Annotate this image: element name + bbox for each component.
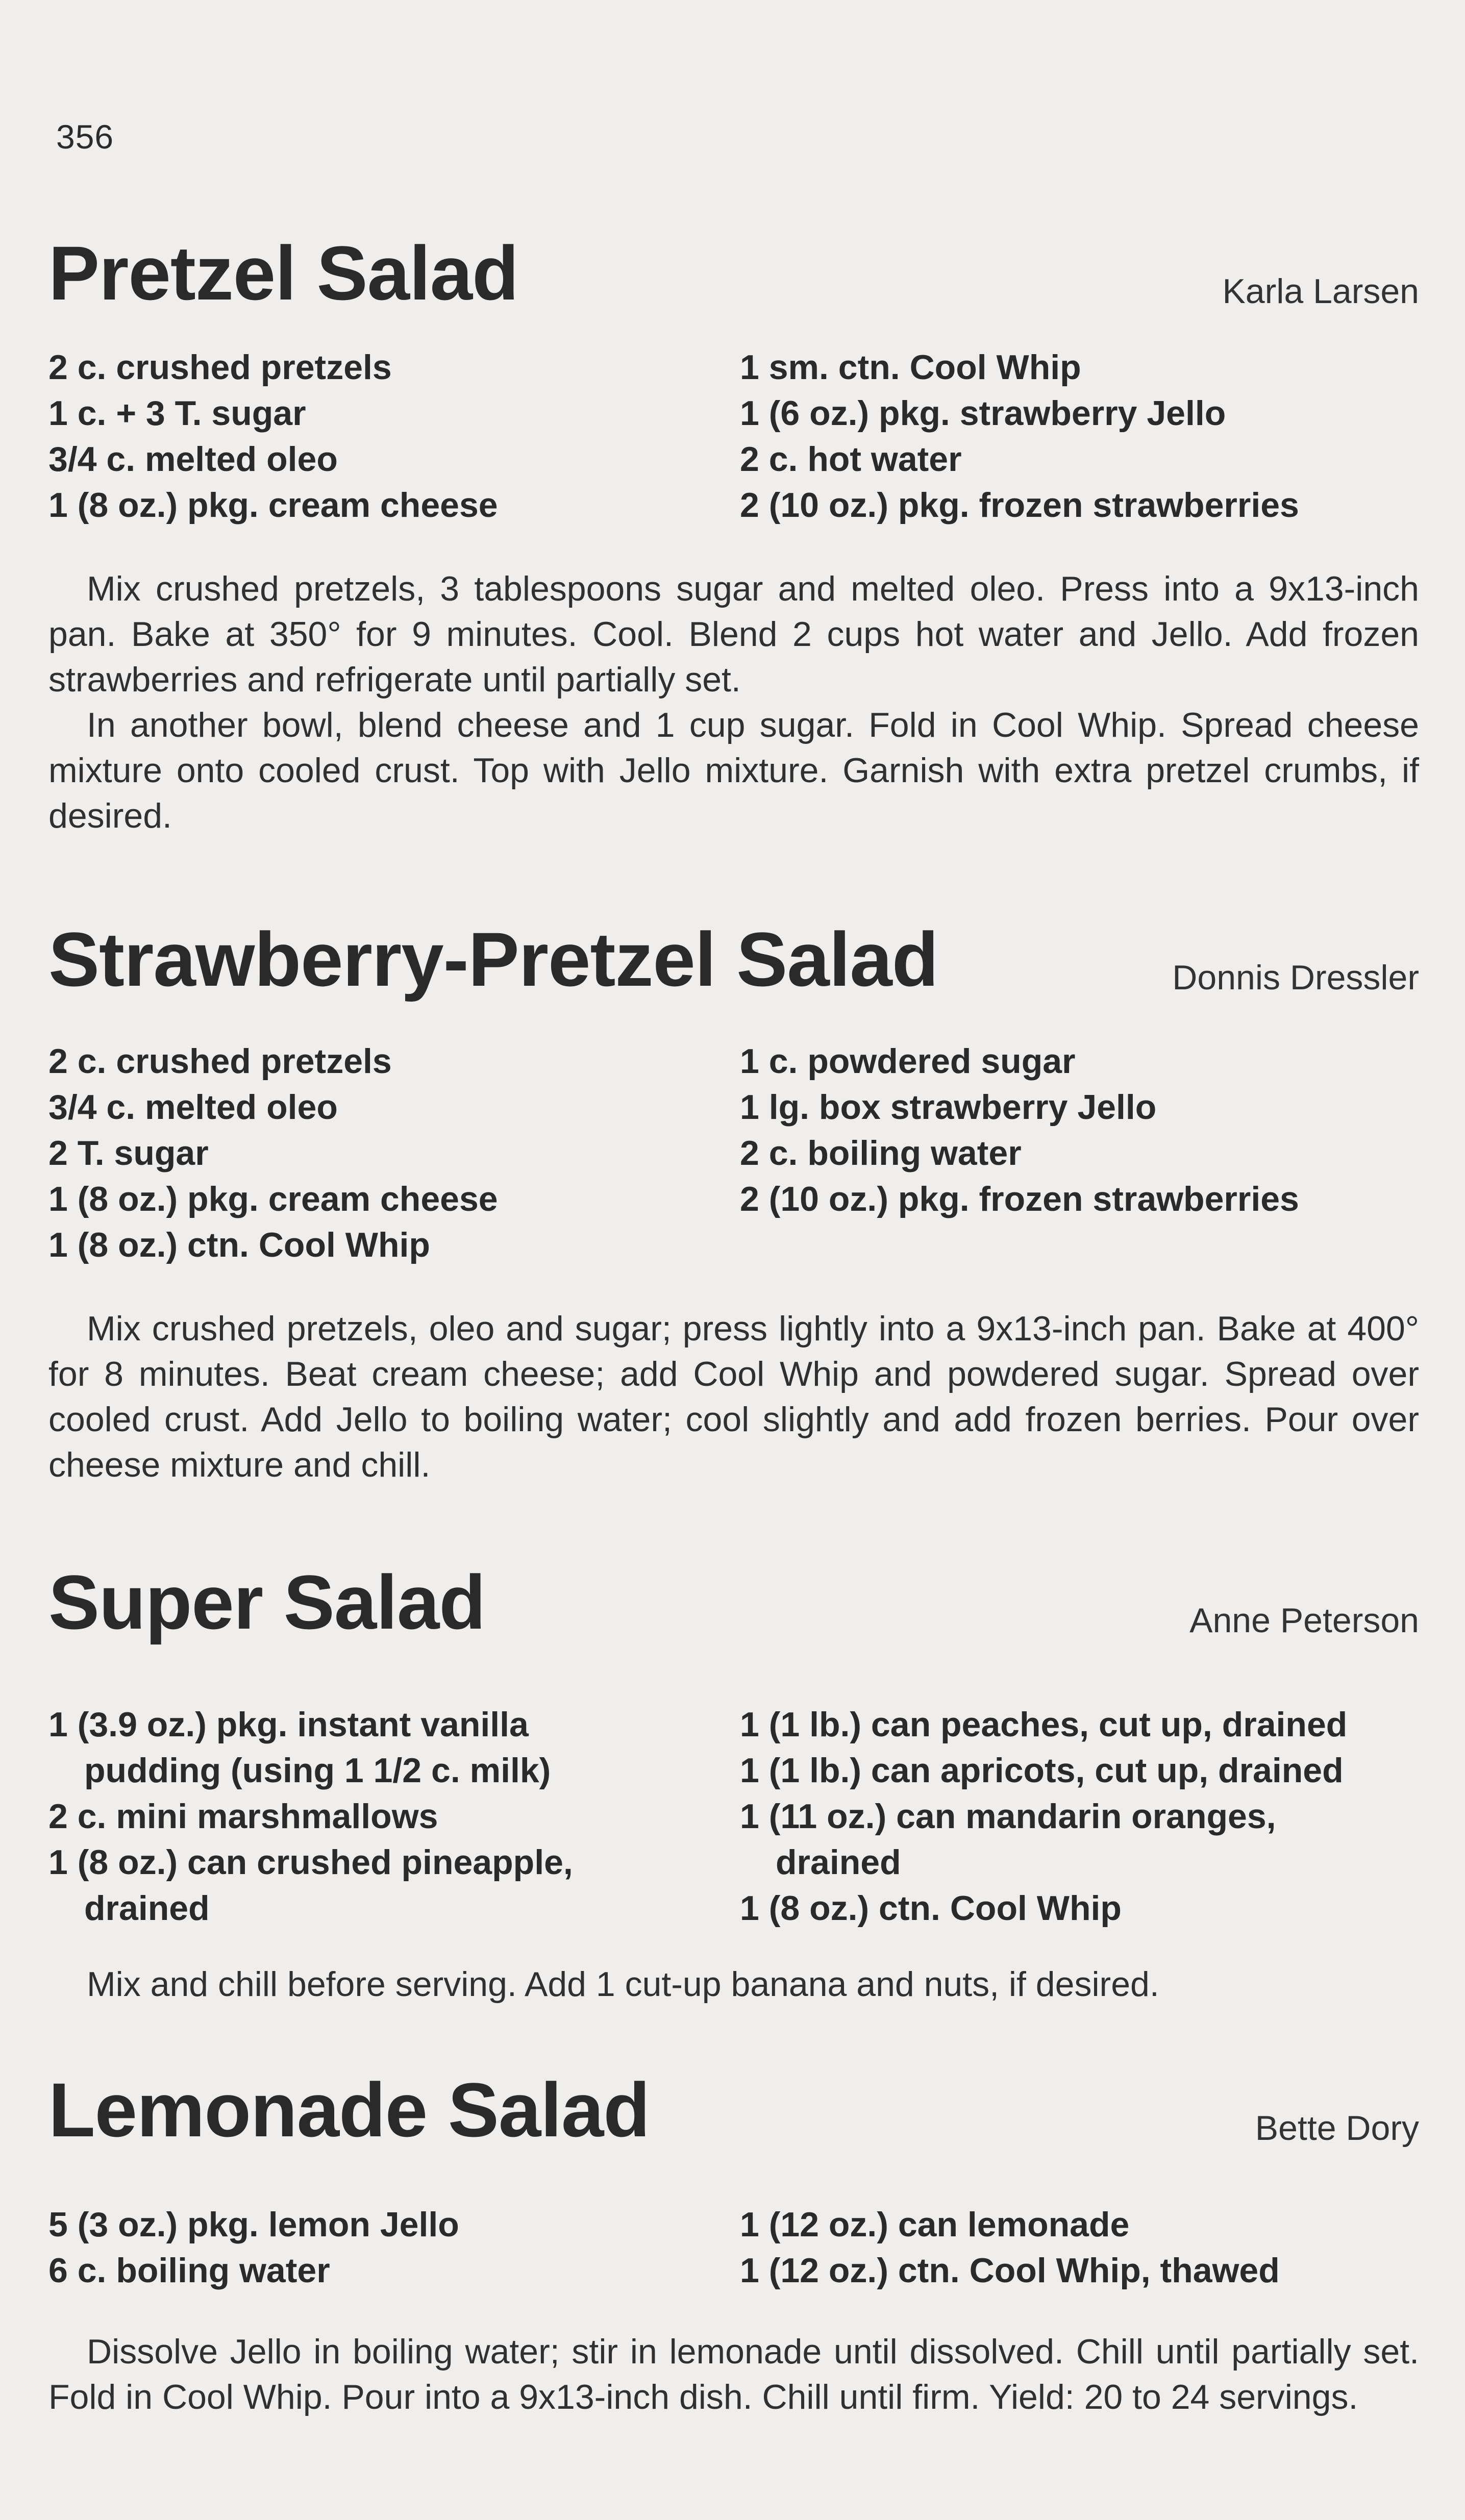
ingredient: 1 c. + 3 T. sugar	[48, 394, 306, 433]
recipe-header	[48, 2066, 1419, 2153]
ingredient: pudding (using 1 1/2 c. milk)	[84, 1751, 551, 1790]
recipe-title: Strawberry-Pretzel Salad	[48, 916, 938, 1002]
ingredients-list	[48, 1038, 1419, 1268]
ingredients-column-left	[48, 1702, 740, 1931]
ingredient: 5 (3 oz.) pkg. lemon Jello	[48, 2205, 459, 2244]
directions	[48, 2329, 1419, 2420]
ingredient: 1 (3.9 oz.) pkg. instant vanilla	[48, 1705, 529, 1744]
ingredient: 1 (1 lb.) can peaches, cut up, drained	[740, 1705, 1348, 1744]
ingredient: 2 c. boiling water	[740, 1134, 1022, 1172]
directions	[48, 566, 1419, 839]
recipe-pretzel-salad	[48, 230, 1419, 839]
ingredient: 6 c. boiling water	[48, 2251, 330, 2290]
ingredient: 1 (8 oz.) can crushed pineapple,	[48, 1843, 573, 1882]
recipe-author: Karla Larsen	[1222, 272, 1419, 311]
ingredient: 2 T. sugar	[48, 1134, 209, 1172]
ingredient: 1 (1 lb.) can apricots, cut up, drained	[740, 1751, 1344, 1790]
ingredient: 2 c. hot water	[740, 440, 962, 479]
recipe-super-salad	[48, 1559, 1419, 2007]
ingredient: 1 (8 oz.) pkg. cream cheese	[48, 486, 498, 525]
directions	[48, 1962, 1419, 2007]
recipe-author: Anne Peterson	[1189, 1601, 1419, 1640]
ingredient: 1 (8 oz.) ctn. Cool Whip	[740, 1889, 1122, 1928]
page-number: 356	[56, 118, 114, 156]
ingredients-list	[48, 2202, 1419, 2293]
ingredients-column-right	[740, 344, 1419, 528]
ingredient: 1 (11 oz.) can mandarin oranges,	[740, 1797, 1276, 1836]
recipe-lemonade-salad	[48, 2066, 1419, 2420]
directions-paragraph: Mix and chill before serving. Add 1 cut-up banana and nuts, if desired.	[87, 1965, 1159, 2004]
ingredient: 2 (10 oz.) pkg. frozen strawberries	[740, 486, 1299, 525]
directions-paragraph: Dissolve Jello in boiling water; stir in lemonade until dissolved. Chill until partially set. Fold in Cool Whip. Pour into a 9x13-inch dish. Chill until firm. Yield: 20 to 24 servings.	[48, 2332, 1419, 2416]
ingredients-list	[48, 344, 1419, 528]
ingredient: 1 lg. box strawberry Jello	[740, 1088, 1157, 1127]
recipe-header	[48, 916, 1419, 1003]
directions-paragraph: In another bowl, blend cheese and 1 cup sugar. Fold in Cool Whip. Spread cheese mixture onto cooled crust. Top with Jello mixture. Garnish with extra pretzel crumbs, if desired.	[48, 706, 1419, 835]
ingredient: drained	[84, 1889, 210, 1928]
ingredient: 3/4 c. melted oleo	[48, 440, 338, 479]
ingredient: 1 c. powdered sugar	[740, 1042, 1076, 1081]
ingredient: 1 (12 oz.) can lemonade	[740, 2205, 1130, 2244]
ingredient: 1 (6 oz.) pkg. strawberry Jello	[740, 394, 1226, 433]
directions-paragraph: Mix crushed pretzels, 3 tablespoons sugar and melted oleo. Press into a 9x13-inch pan. Bake at 350° for 9 minutes. Cool. Blend 2 cups hot water and Jello. Add frozen strawberries and refrigerate until partially set.	[48, 569, 1419, 699]
ingredient: 1 sm. ctn. Cool Whip	[740, 348, 1081, 387]
ingredients-column-left	[48, 344, 740, 528]
ingredients-column-left	[48, 2202, 740, 2293]
ingredient: 2 c. crushed pretzels	[48, 348, 392, 387]
recipe-header	[48, 1559, 1419, 1645]
ingredients-list	[48, 1702, 1419, 1931]
recipe-author: Bette Dory	[1255, 2109, 1419, 2148]
ingredients-column-left	[48, 1038, 740, 1268]
ingredients-column-right	[740, 1038, 1419, 1268]
recipe-header	[48, 230, 1419, 316]
ingredient: 3/4 c. melted oleo	[48, 1088, 338, 1127]
ingredient: 2 c. crushed pretzels	[48, 1042, 392, 1081]
ingredient: 2 c. mini marshmallows	[48, 1797, 438, 1836]
directions-paragraph: Mix crushed pretzels, oleo and sugar; press lightly into a 9x13-inch pan. Bake at 400° for 8 minutes. Beat cream cheese; add Cool Whip and powdered sugar. Spread over cooled crust. Add Jello to boiling water; cool slightly and add frozen berries. Pour over cheese mixture and chill.	[48, 1309, 1419, 1484]
ingredient: drained	[776, 1843, 901, 1882]
ingredients-column-right	[740, 2202, 1419, 2293]
recipe-title: Lemonade Salad	[48, 2067, 650, 2153]
recipe-strawberry-pretzel-salad	[48, 916, 1419, 1488]
ingredients-column-right	[740, 1702, 1419, 1931]
recipe-title: Super Salad	[48, 1559, 485, 1645]
ingredient: 1 (8 oz.) ctn. Cool Whip	[48, 1226, 430, 1264]
ingredient: 2 (10 oz.) pkg. frozen strawberries	[740, 1180, 1299, 1218]
recipe-author: Donnis Dressler	[1172, 958, 1419, 997]
ingredient: 1 (8 oz.) pkg. cream cheese	[48, 1180, 498, 1218]
ingredient: 1 (12 oz.) ctn. Cool Whip, thawed	[740, 2251, 1280, 2290]
recipe-title: Pretzel Salad	[48, 230, 518, 316]
directions	[48, 1306, 1419, 1488]
